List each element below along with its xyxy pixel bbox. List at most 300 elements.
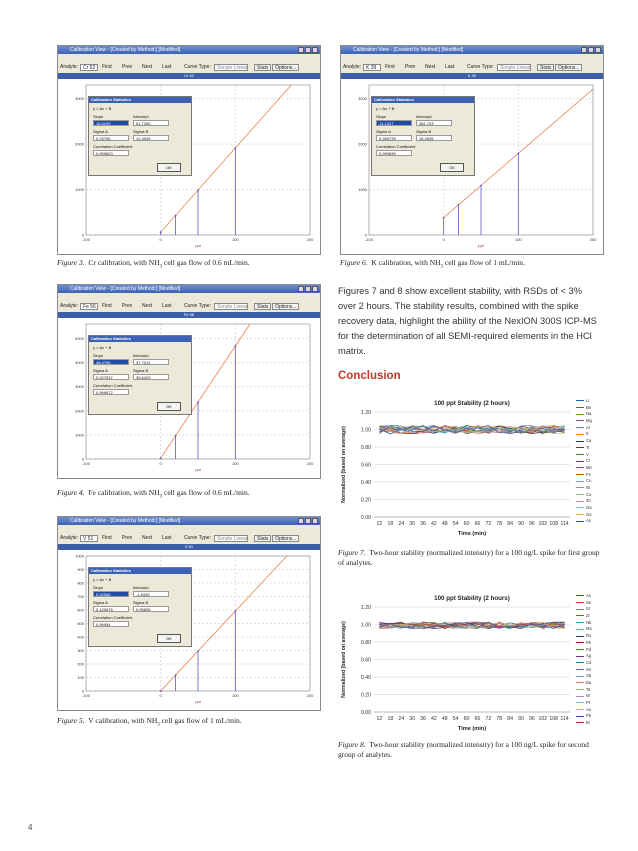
prev-button[interactable]: Prev (405, 64, 416, 70)
slope-label: Slope (376, 114, 387, 119)
legend-swatch (576, 615, 584, 616)
sigma-a-value[interactable]: 0.23755 (93, 135, 129, 141)
ok-button[interactable]: OK (157, 163, 181, 172)
chart-title: 100 ppt Stability (2 hours) (434, 595, 510, 602)
slope-label: Slope (93, 585, 104, 590)
y-axis-label: Normalized (based on average) (341, 621, 347, 698)
intercept-label: Intercept (416, 114, 432, 119)
calibration-point (175, 674, 177, 676)
x-tick-label: 108 (549, 716, 558, 722)
x-tick-label: 200 (306, 237, 314, 242)
intercept-label: Intercept (133, 114, 149, 119)
legend-label: Li (586, 398, 590, 403)
curve-type-select[interactable]: Simple Linear (497, 64, 531, 71)
figure-8-stability-chart (336, 591, 604, 734)
x-tick-label: 102 (538, 521, 548, 527)
legend-item (576, 438, 604, 445)
x-tick-label: 24 (398, 521, 405, 527)
x-tick-label: 84 (507, 716, 514, 722)
calibration-point (197, 401, 199, 403)
legend-swatch (576, 427, 584, 428)
legend-label: Se (586, 599, 592, 605)
x-tick-label: 0 (159, 693, 162, 698)
legend-swatch (576, 669, 584, 670)
legend-item (576, 606, 604, 613)
x-tick-label: 114 (560, 716, 569, 722)
legend-label: Be (586, 404, 592, 410)
x-tick-label: -100 (364, 237, 374, 242)
legend-item (576, 485, 604, 492)
sigma-a-value[interactable]: 0.027937 (93, 374, 129, 380)
legend-swatch (576, 702, 584, 703)
caption-label: Figure 5. (57, 716, 85, 725)
correlation-label: Correlation Coefficient (93, 144, 133, 149)
slope-value[interactable]: 5.92588 (93, 591, 129, 597)
analyte-label: Analyte: (60, 303, 79, 309)
next-button[interactable]: Next (142, 535, 153, 541)
analyte-select[interactable]: Fe 56 (80, 303, 98, 310)
icon-toolbar (341, 54, 603, 62)
legend-label: Ti (586, 444, 590, 450)
options-button[interactable]: Options... (272, 303, 299, 310)
legend-item (576, 620, 604, 627)
sigma-b-value[interactable]: 15.2635 (416, 135, 452, 141)
window-title: Calibration View - [Created by Method:] [Modified] (70, 518, 181, 524)
legend-swatch (576, 467, 584, 468)
x-tick-label: 42 (430, 521, 437, 527)
sigma-b-value[interactable]: 12.3545 (133, 135, 169, 141)
legend-label: Ta (586, 686, 591, 692)
y-tick-label: 0 (81, 456, 84, 462)
calibration-statistics-dialog (88, 96, 192, 176)
x-tick-label: 0 (442, 237, 445, 242)
legend-item (576, 593, 604, 600)
intercept-value[interactable]: 37.7212 (133, 359, 169, 365)
legend-swatch (576, 414, 584, 415)
legend-label: Na (586, 411, 592, 417)
ok-button[interactable]: OK (440, 163, 464, 172)
y-tick-label: 1000 (75, 187, 84, 193)
curve-type-label: Curve Type: (184, 64, 211, 70)
window-max-button[interactable] (305, 286, 311, 292)
figure-5-caption (57, 716, 319, 731)
stats-button[interactable]: Stats (254, 535, 271, 542)
analyte-select[interactable]: V 51 (80, 535, 98, 542)
first-button[interactable]: First (102, 535, 112, 541)
legend-label: Mn (586, 464, 592, 470)
slope-value[interactable]: 46.4756 (93, 359, 129, 365)
sigma-a-label: Sigma A (376, 129, 391, 134)
ok-button[interactable]: OK (157, 634, 181, 643)
window-title-bar (341, 46, 603, 54)
legend-swatch (576, 622, 584, 623)
curve-type-select[interactable]: Simple Linear (214, 303, 248, 310)
calibration-point (458, 204, 460, 206)
correlation-value[interactable]: 0.999839 (376, 150, 412, 156)
legend-label: Pb (586, 713, 592, 719)
figure-3-caption (57, 258, 319, 273)
analyte-label: Analyte: (343, 64, 362, 70)
x-tick-label: 54 (452, 521, 459, 527)
y-tick-label: 0.40 (360, 675, 371, 681)
legend-label: Co (586, 478, 592, 484)
options-button[interactable]: Options... (272, 535, 299, 542)
caption-text: Fe calibration, with NH (88, 488, 160, 497)
caption-text: Cr calibration, with NH (88, 258, 160, 267)
legend-label: Sn (586, 666, 592, 672)
y-tick-label: 0.00 (360, 710, 371, 716)
legend-swatch (576, 709, 584, 710)
next-button[interactable]: Next (425, 64, 436, 70)
legend-item (576, 518, 604, 525)
legend-item (576, 472, 604, 479)
legend-item (576, 653, 604, 660)
caption-tail: cell gas flow of 1 mL/min. (443, 258, 525, 267)
x-tick-label: 78 (496, 521, 503, 527)
y-tick-label: 0.20 (360, 692, 371, 699)
calibration-point (175, 435, 177, 437)
caption-label: Figure 6. (340, 258, 368, 267)
x-tick-label: 100 (231, 461, 239, 466)
first-button[interactable]: First (102, 64, 112, 70)
window-min-button[interactable] (595, 47, 601, 53)
last-button[interactable]: Last (162, 535, 172, 541)
window-min-button[interactable] (312, 47, 318, 53)
y-tick-label: 3000 (75, 384, 84, 390)
legend-item (576, 431, 604, 438)
plot-header: Fe 56 (58, 312, 320, 318)
first-button[interactable]: First (102, 303, 112, 309)
window-max-button[interactable] (305, 518, 311, 524)
x-tick-label: 100 (231, 237, 239, 242)
stability-chart-svg (336, 396, 574, 539)
stats-button[interactable]: Stats (254, 303, 271, 310)
sigma-a-label: Sigma A (93, 368, 108, 373)
legend-swatch (576, 481, 584, 482)
legend-swatch (576, 454, 584, 455)
y-tick-label: 2000 (75, 408, 84, 414)
legend-item (576, 411, 604, 418)
legend-label: Sb (586, 673, 592, 679)
legend-label: Mo (586, 626, 592, 632)
x-unit-label: ppt (195, 699, 201, 704)
caption-label: Figure 8. (338, 740, 366, 749)
y-tick-label: 4000 (75, 360, 84, 366)
y-tick-label: 0.80 (360, 640, 371, 646)
legend-item (576, 458, 604, 465)
legend-item (576, 452, 604, 459)
y-tick-label: 0.60 (360, 657, 371, 664)
legend-swatch (576, 662, 584, 663)
legend-item (576, 445, 604, 452)
legend-label: Rh (586, 639, 592, 645)
curve-type-select[interactable]: Simple Linear (214, 64, 248, 71)
intercept-label: Intercept (133, 585, 149, 590)
last-button[interactable]: Last (162, 303, 172, 309)
sigma-b-label: Sigma B (133, 600, 149, 605)
legend-swatch (576, 682, 584, 683)
legend-swatch (576, 649, 584, 650)
correlation-label: Correlation Coefficient (93, 615, 133, 620)
legend-item (576, 613, 604, 620)
y-tick-label: 5000 (75, 335, 84, 341)
legend-item (576, 707, 604, 714)
slope-value[interactable]: 14.1327 (376, 120, 412, 126)
legend-swatch (576, 642, 584, 643)
legend-swatch (576, 696, 584, 697)
y-tick-label: 500 (77, 621, 84, 626)
x-tick-label: 36 (420, 521, 426, 527)
prev-button[interactable]: Prev (122, 535, 133, 541)
x-tick-label: 84 (507, 521, 514, 527)
legend-item (576, 512, 604, 519)
figure-4-caption (57, 488, 319, 503)
legend-item (576, 673, 604, 680)
stability-chart-svg (336, 591, 574, 734)
correlation-label: Correlation Coefficient (93, 383, 133, 388)
window-max-button[interactable] (588, 47, 594, 53)
last-button[interactable]: Last (162, 64, 172, 70)
caption-subscript: 3 (440, 264, 444, 270)
x-tick-label: 12 (376, 716, 383, 722)
window-close-button[interactable] (298, 286, 304, 292)
window-close-button[interactable] (298, 47, 304, 53)
y-tick-label: 0 (364, 232, 367, 238)
legend-label: Bi (586, 720, 590, 726)
dialog-title: Calibration Statistics (89, 568, 191, 574)
icon-toolbar (58, 293, 320, 301)
equation-label: y = Ax + B (93, 106, 112, 111)
sigma-b-value[interactable]: 0.95806 (133, 606, 169, 612)
intercept-value[interactable]: 61.7260 (133, 120, 169, 126)
y-tick-label: 400 (77, 634, 84, 640)
plot-header: V 51 (58, 544, 320, 550)
window-min-button[interactable] (312, 286, 318, 292)
legend-label: Ge (586, 511, 592, 517)
caption-subscript: 3 (159, 494, 163, 500)
legend-item (576, 633, 604, 640)
figure-6-caption (340, 258, 602, 273)
y-tick-label: 1.00 (360, 622, 371, 629)
correlation-value[interactable]: 0.99954 (93, 621, 129, 627)
window-close-button[interactable] (581, 47, 587, 53)
intercept-label: Intercept (133, 353, 149, 358)
y-tick-label: 700 (77, 594, 84, 599)
legend-item (576, 425, 604, 432)
plot-header: Cr 52 (58, 73, 320, 79)
legend-label: Fe (586, 471, 591, 477)
x-tick-label: 102 (538, 716, 548, 722)
x-tick-label: 100 (231, 693, 239, 698)
caption-tail: cell gas flow of 0.6 mL/min. (162, 258, 250, 267)
correlation-value[interactable]: 0.999820 (93, 150, 129, 156)
control-row (58, 62, 320, 73)
legend-label: Ga (586, 505, 592, 510)
slope-value[interactable]: 18.5199 (93, 120, 129, 126)
y-tick-label: 1000 (75, 432, 84, 438)
y-tick-label: 3000 (75, 96, 84, 102)
legend-swatch (576, 676, 584, 677)
y-tick-label: 800 (77, 580, 84, 586)
window-max-button[interactable] (305, 47, 311, 53)
x-tick-label: 24 (398, 716, 405, 722)
legend-label: Nb (586, 619, 592, 625)
first-button[interactable]: First (385, 64, 395, 70)
prev-button[interactable]: Prev (122, 64, 133, 70)
legend-item (576, 713, 604, 720)
prev-button[interactable]: Prev (122, 303, 133, 309)
calibration-point (175, 214, 177, 216)
legend-swatch (576, 447, 584, 448)
legend-swatch (576, 407, 584, 408)
legend-label: Ni (586, 484, 590, 490)
stats-button[interactable]: Stats (537, 64, 554, 71)
curve-type-select[interactable]: Simple Linear (214, 535, 248, 542)
curve-type-label: Curve Type: (184, 303, 211, 309)
x-unit-label: ppt (195, 243, 201, 248)
x-tick-label: 78 (496, 716, 503, 722)
sigma-a-label: Sigma A (93, 600, 108, 605)
caption-label: Figure 3. (57, 258, 85, 267)
legend-item (576, 720, 604, 727)
intercept-value[interactable]: -1.5435 (133, 591, 169, 597)
legend-label: Cu (586, 491, 592, 497)
body-paragraph: Figures 7 and 8 show excellent stability, with RSDs of < 3% over 2 hours. The stability results, combined with the spike recovery data, highlight the ability of the NexION 300S ICP-MS for the determination of all SEMI-required elements in the HCl matrix. (338, 286, 597, 356)
legend-item (576, 700, 604, 707)
legend-swatch (576, 487, 584, 488)
x-tick-label: 96 (528, 716, 535, 722)
cr-calibration-screenshot (57, 45, 321, 255)
caption-tail: cell gas flow of 1 mL/min. (159, 716, 242, 725)
conclusion-heading: Conclusion (338, 370, 401, 382)
x-tick-label: 96 (528, 521, 535, 527)
legend-item (576, 478, 604, 485)
x-axis-label: Time (min) (457, 726, 487, 732)
calibration-point (480, 185, 482, 187)
legend-swatch (576, 595, 584, 596)
x-tick-label: 72 (485, 716, 492, 722)
x-tick-label: -100 (81, 461, 91, 466)
x-tick-label: 60 (463, 521, 470, 527)
x-tick-label: 108 (549, 521, 558, 527)
x-tick-label: 30 (409, 716, 416, 722)
y-tick-label: 300 (77, 648, 84, 653)
last-button[interactable]: Last (445, 64, 455, 70)
analyte-select[interactable]: Cr 52 (80, 64, 98, 71)
y-tick-label: 1000 (75, 553, 84, 559)
x-axis-label: Time (min) (457, 531, 487, 537)
x-tick-label: 42 (430, 716, 437, 722)
sigma-b-value[interactable]: 35.6429 (133, 374, 169, 380)
next-button[interactable]: Next (142, 303, 153, 309)
window-title: Calibration View - [Created by Method:] [Modified] (353, 47, 464, 53)
x-tick-label: 66 (474, 521, 481, 527)
page-number: 4 (28, 823, 33, 832)
x-tick-label: 60 (463, 716, 470, 722)
legend-item (576, 647, 604, 654)
options-button[interactable]: Options... (272, 64, 299, 71)
caption-text: V calibration, with NH (88, 716, 158, 725)
legend-item (576, 680, 604, 687)
legend-label: K (586, 431, 589, 437)
y-tick-label: 600 (77, 607, 84, 613)
caption-label: Figure 7. (338, 548, 366, 557)
window-close-button[interactable] (298, 518, 304, 524)
caption-text: Two-hour stability (normalized intensity) for a 100 ng/L spike for second group of analytes. (338, 740, 589, 759)
legend-item (576, 398, 604, 405)
analyte-select[interactable]: K 39 (363, 64, 381, 71)
plot-header: K 39 (341, 73, 603, 79)
legend-swatch (576, 656, 584, 657)
ok-button[interactable]: OK (157, 402, 181, 411)
legend-item (576, 600, 604, 607)
sigma-a-value[interactable]: 0.269739 (376, 135, 412, 141)
options-button[interactable]: Options... (555, 64, 582, 71)
window-min-button[interactable] (312, 518, 318, 524)
x-tick-label: -100 (81, 237, 91, 242)
correlation-value[interactable]: 0.999672 (93, 389, 129, 395)
equation-label: y = Ax + B (376, 106, 395, 111)
x-tick-label: 66 (474, 716, 481, 722)
y-tick-label: 200 (77, 661, 84, 667)
legend-swatch (576, 461, 584, 462)
x-unit-label: ppt (478, 243, 484, 248)
calibration-point (234, 147, 236, 149)
legend-label: As (586, 518, 591, 524)
equation-label: y = Ax + B (93, 345, 112, 350)
legend-label: Mg (586, 418, 592, 424)
x-tick-label: 48 (441, 521, 448, 527)
x-tick-label: 200 (306, 693, 314, 698)
y-tick-label: 0.00 (360, 515, 371, 521)
x-tick-label: 54 (452, 716, 459, 722)
y-axis-label: Normalized (based on average) (341, 426, 347, 503)
window-title-bar (58, 46, 320, 54)
calibration-point (197, 650, 199, 652)
sigma-a-value[interactable]: 0.120676 (93, 606, 129, 612)
x-tick-label: 72 (485, 521, 492, 527)
icon-toolbar (58, 54, 320, 62)
y-tick-label: 100 (77, 675, 84, 680)
curve-type-label: Curve Type: (184, 535, 211, 541)
y-tick-label: 3000 (358, 96, 367, 102)
legend-label: Zn (586, 498, 591, 504)
stats-button[interactable]: Stats (254, 64, 271, 71)
calibration-point (160, 690, 162, 692)
x-tick-label: 18 (387, 521, 394, 527)
x-tick-label: 0 (159, 237, 162, 242)
caption-subscript: 3 (157, 722, 160, 728)
legend-label: Ba (586, 679, 592, 685)
legend-item (576, 418, 604, 425)
legend-swatch (576, 494, 584, 495)
legend-label: Au (586, 706, 592, 712)
x-tick-label: -100 (81, 693, 91, 698)
sigma-a-label: Sigma A (93, 129, 108, 134)
legend-label: Cd (586, 659, 592, 665)
intercept-value[interactable]: 381.703 (416, 120, 452, 126)
slope-label: Slope (93, 114, 104, 119)
legend-swatch (576, 609, 584, 610)
legend-item (576, 687, 604, 694)
figure-7-caption (338, 548, 600, 568)
legend-swatch (576, 716, 584, 717)
y-tick-label: 0.60 (360, 462, 371, 469)
next-button[interactable]: Next (142, 64, 153, 70)
legend-item (576, 492, 604, 499)
x-tick-label: 90 (518, 521, 524, 527)
legend-swatch (576, 507, 584, 508)
